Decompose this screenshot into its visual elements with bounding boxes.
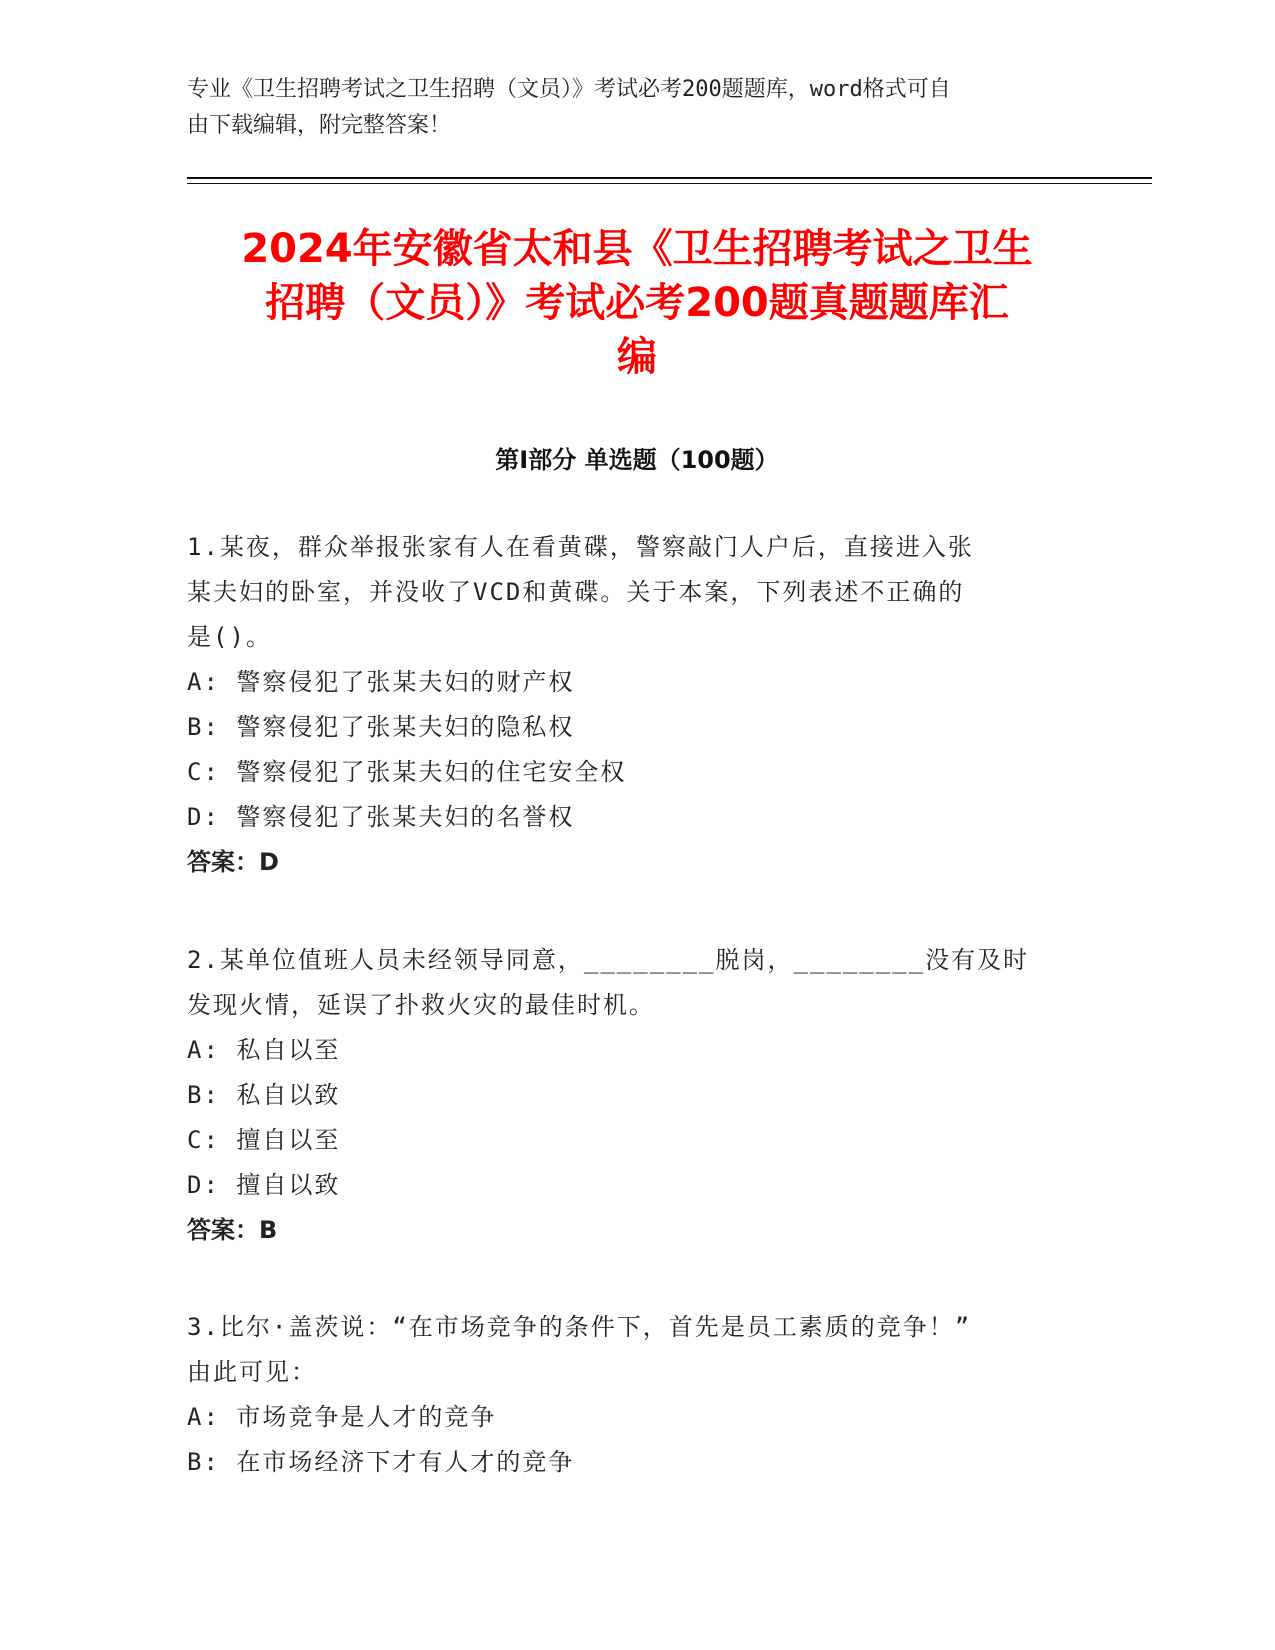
title-line-1: 2024年安徽省太和县《卫生招聘考试之卫生 <box>241 226 1033 272</box>
question-text-line: 某夫妇的卧室，并没收了VCD和黄碟。关于本案，下列表述不正确的 <box>187 578 965 606</box>
answer-label: 答案：D <box>187 848 279 876</box>
document-title <box>187 222 1087 384</box>
title-line-3: 编 <box>617 334 657 380</box>
option-a: A: 警察侵犯了张某夫妇的财产权 <box>187 668 575 696</box>
question-text-line: 2.某单位值班人员未经领导同意，________脱岗，________没有及时 <box>187 946 1030 974</box>
option-c: C: 擅自以至 <box>187 1126 341 1154</box>
question-2 <box>187 938 1067 1253</box>
header-divider-thin <box>187 183 1152 184</box>
option-a: A: 市场竞争是人才的竞争 <box>187 1403 497 1431</box>
question-text-line: 由此可见： <box>187 1358 317 1386</box>
question-3 <box>187 1305 1067 1485</box>
option-d: D: 警察侵犯了张某夫妇的名誉权 <box>187 803 575 831</box>
title-line-2: 招聘（文员）》考试必考200题真题题库汇 <box>265 280 1009 326</box>
question-text-line: 发现火情，延误了扑救火灾的最佳时机。 <box>187 991 655 1019</box>
option-d: D: 擅自以致 <box>187 1171 341 1199</box>
question-text-line: 1.某夜，群众举报张家有人在看黄碟，警察敲门人户后，直接进入张 <box>187 533 974 561</box>
answer-label: 答案：B <box>187 1216 278 1244</box>
section-title: 第Ⅰ部分 单选题（100题） <box>495 446 779 474</box>
header-line-1: 专业《卫生招聘考试之卫生招聘（文员）》考试必考200题题库，word格式可自 <box>187 77 951 102</box>
header-divider-thick <box>187 177 1152 179</box>
question-text-line: 是()。 <box>187 623 272 651</box>
option-b: B: 在市场经济下才有人才的竞争 <box>187 1448 575 1476</box>
document-header <box>187 72 1087 144</box>
option-b: B: 警察侵犯了张某夫妇的隐私权 <box>187 713 575 741</box>
header-line-2: 由下载编辑，附完整答案！ <box>187 113 452 138</box>
question-text-line: 3.比尔·盖茨说：“在市场竞争的条件下，首先是员工素质的竞争！” <box>187 1313 972 1341</box>
option-b: B: 私自以致 <box>187 1081 341 1109</box>
option-c: C: 警察侵犯了张某夫妇的住宅安全权 <box>187 758 627 786</box>
question-1 <box>187 525 1067 885</box>
option-a: A: 私自以至 <box>187 1036 341 1064</box>
